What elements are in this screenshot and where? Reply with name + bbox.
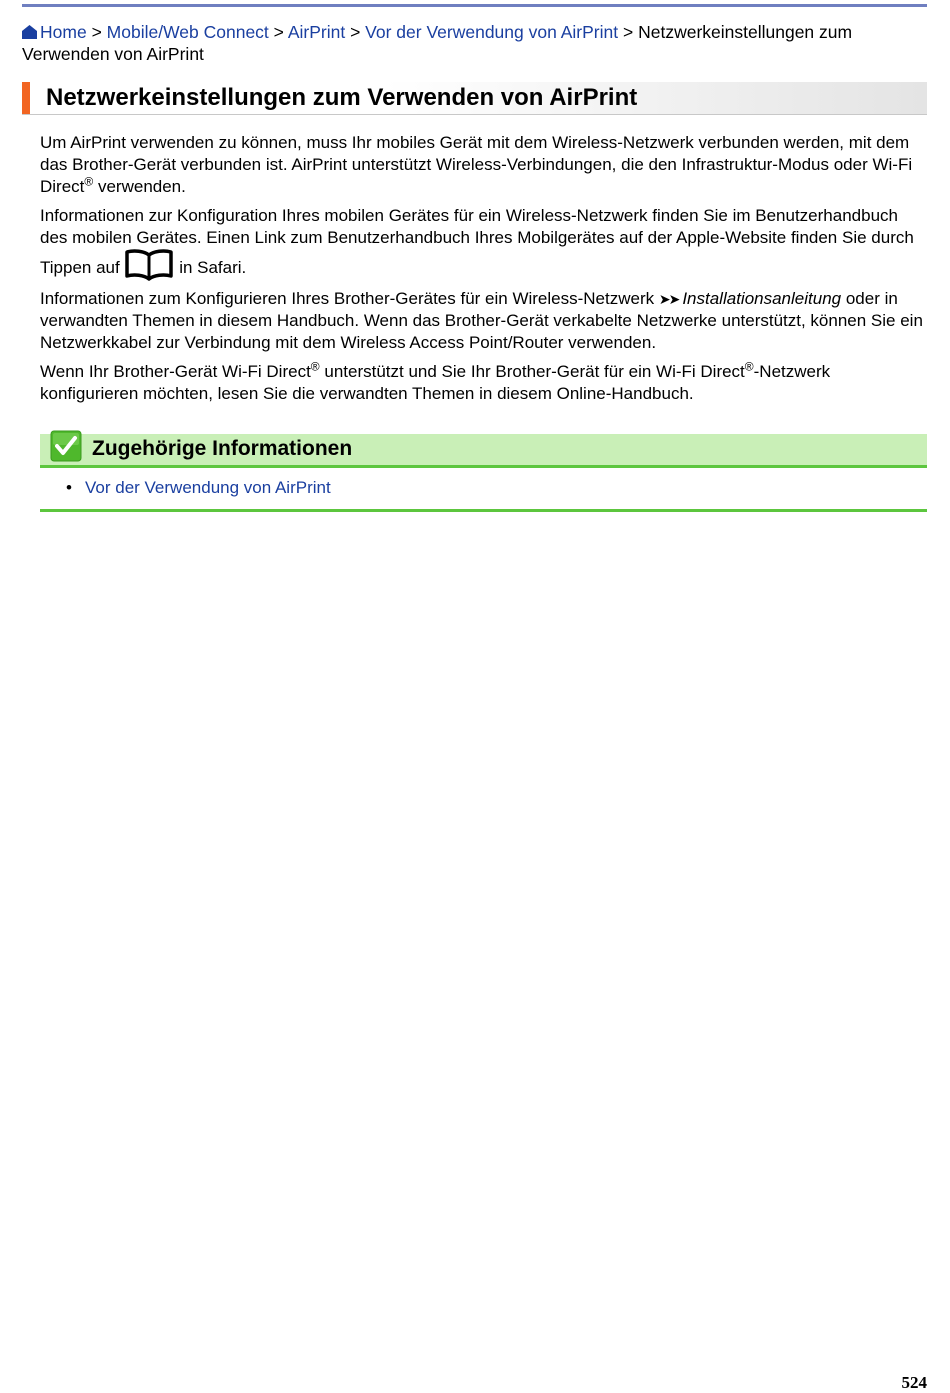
- paragraph-4-text: Wenn Ihr Brother-Gerät Wi-Fi Direct: [40, 362, 311, 381]
- top-rule: [22, 4, 927, 7]
- main-content: [40, 132, 925, 412]
- breadcrumb-home-link[interactable]: Home: [40, 22, 87, 42]
- page-title: Netzwerkeinstellungen zum Verwenden von AirPrint: [46, 84, 638, 111]
- breadcrumb: [22, 21, 927, 65]
- related-info-list: [66, 477, 331, 499]
- title-accent-bar: [22, 82, 30, 114]
- paragraph-4-text-mid: unterstützt und Sie Ihr Brother-Gerät für ein Wi-Fi Direct: [319, 362, 745, 381]
- double-arrow-icon: ➤➤: [658, 291, 679, 307]
- breadcrumb-separator: >: [350, 22, 361, 42]
- breadcrumb-separator: >: [273, 22, 284, 42]
- paragraph-1-text-end: verwenden.: [93, 177, 186, 196]
- page-title-bar: [22, 82, 927, 115]
- breadcrumb-current: Netzwerkeinstellungen zum Verwenden von AirPrint: [22, 22, 853, 64]
- breadcrumb-separator: >: [622, 22, 634, 42]
- paragraph-2-text: Informationen zur Konfiguration Ihres mobilen Gerätes für ein Wireless-Netzwerk finden Sie im Benutzerhandbuch des mobilen Gerätes. Einen Link zum Benutzerhandbuch Ihres Mobilgerätes auf der Apple-Website finden Sie durch Tippen auf: [40, 206, 914, 277]
- open-book-icon: [124, 249, 174, 281]
- breadcrumb-item-mobile-web-connect[interactable]: Mobile/Web Connect: [106, 22, 269, 42]
- paragraph-1-text: Um AirPrint verwenden zu können, muss Ihr mobiles Gerät mit dem Wireless-Netzwerk verbunden werden, mit dem das Brother-Gerät verbunden ist. AirPrint unterstützt Wireless-Verbindungen, die den Infrastruktur-Modus oder Wi-Fi Direct: [40, 133, 913, 196]
- checkmark-icon: [50, 430, 82, 462]
- registered-mark: ®: [744, 359, 754, 374]
- home-icon: [22, 25, 37, 39]
- paragraph-3: [40, 288, 925, 354]
- paragraph-2-text-end: in Safari.: [179, 258, 247, 277]
- installation-guide-reference: Installationsanleitung: [682, 289, 842, 308]
- list-item: [66, 477, 331, 499]
- paragraph-3-text: Informationen zum Konfigurieren Ihres Brother-Gerätes für ein Wireless-Netzwerk: [40, 289, 655, 308]
- paragraph-4-text-end: -Netzwerk konfigurieren möchten, lesen Sie die verwandten Themen in diesem Online-Handbuch.: [40, 362, 831, 403]
- related-info-bottom-rule: [40, 509, 927, 512]
- related-info-header: [40, 434, 927, 468]
- related-link-vor-der-verwendung[interactable]: Vor der Verwendung von AirPrint: [85, 478, 331, 497]
- breadcrumb-separator: >: [91, 22, 102, 42]
- breadcrumb-item-airprint[interactable]: AirPrint: [287, 22, 346, 42]
- paragraph-2: [40, 205, 925, 281]
- related-info-title: Zugehörige Informationen: [92, 437, 353, 460]
- paragraph-1: [40, 132, 925, 198]
- registered-mark: ®: [310, 359, 320, 374]
- registered-mark: ®: [84, 174, 94, 189]
- paragraph-4: [40, 361, 925, 405]
- bullet: •: [66, 478, 72, 497]
- page-number: 524: [901, 1373, 927, 1392]
- paragraph-3-text-end: oder in verwandten Themen in diesem Handbuch. Wenn das Brother-Gerät verkabelte Netzwerke unterstützt, können Sie ein Netzwerkkabel zur Verbindung mit dem Wireless Access Point/Router verwenden.: [40, 289, 923, 352]
- breadcrumb-item-vor-der-verwendung[interactable]: Vor der Verwendung von AirPrint: [365, 22, 619, 42]
